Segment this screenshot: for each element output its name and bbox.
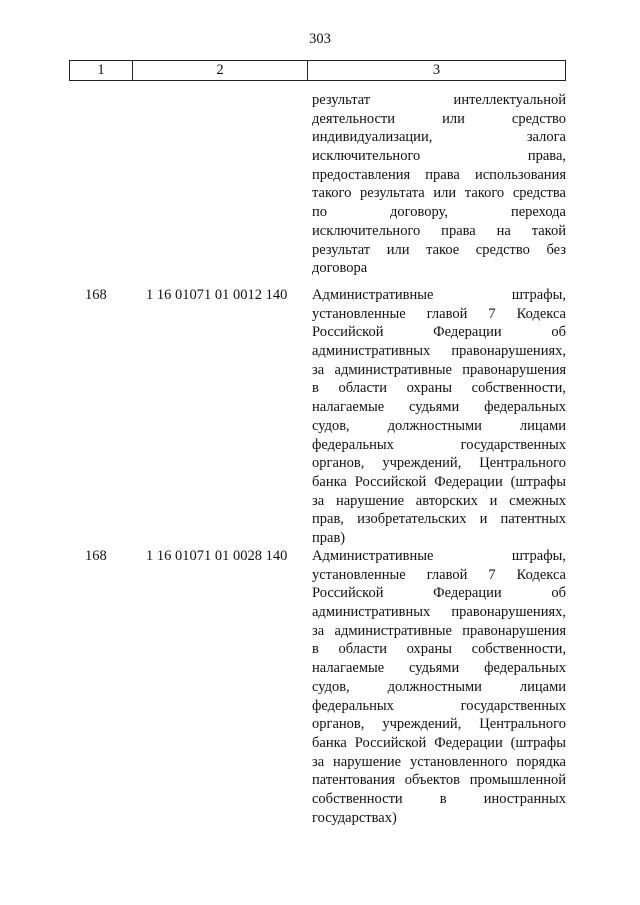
description-line: федеральных государственных: [312, 697, 566, 714]
header-col-1: 1: [70, 61, 133, 80]
description-line: индивидуализации, залога: [312, 129, 566, 146]
description-line: установленные главой 7 Кодекса: [312, 566, 566, 583]
description-line: административных правонарушениях,: [312, 604, 566, 621]
description-line: собственности в иностранных: [312, 790, 566, 807]
description-line: предоставления права использования: [312, 166, 566, 183]
description-line: Российской Федерации об: [312, 585, 566, 602]
description-line: органов, учреждений, Центрального: [312, 716, 566, 733]
description-line: налагаемые судьями федеральных: [312, 399, 566, 416]
description-line: прав): [312, 529, 346, 546]
description-line: Российской Федерации об: [312, 324, 566, 341]
description-line: органов, учреждений, Центрального: [312, 455, 566, 472]
description-line: налагаемые судьями федеральных: [312, 660, 566, 677]
header-col-3: 3: [432, 62, 441, 78]
description-line: Административные штрафы,: [312, 287, 566, 303]
description-line: за административные правонарушения: [312, 361, 566, 378]
row-2-kbk-code: 1 16 01071 01 0028 140: [146, 548, 288, 564]
row-1-admin-code: 168: [85, 287, 107, 303]
description-line: патентования объектов промышленной: [312, 772, 566, 789]
description-line: банка Российской Федерации (штрафы: [312, 473, 566, 490]
description-line: Административные штрафы,: [312, 548, 566, 564]
description-line: результат интеллектуальной: [312, 92, 566, 108]
description-line: деятельности или средство: [312, 110, 566, 127]
description-line: такого результата или такого средства: [312, 185, 566, 202]
table-header-row: [69, 60, 566, 81]
description-line: по договору, перехода: [312, 204, 566, 221]
row-1-description: [312, 286, 566, 548]
description-line: за нарушение авторских и смежных: [312, 492, 566, 509]
description-line: федеральных государственных: [312, 436, 566, 453]
header-col-2: 2: [133, 61, 308, 80]
page-number: 303: [309, 31, 331, 47]
description-line: государствах): [312, 809, 397, 826]
description-line: исключительного права на такой: [312, 222, 566, 239]
description-line: исключительного права,: [312, 148, 566, 165]
description-line: судов, должностными лицами: [312, 417, 566, 434]
description-line: за административные правонарушения: [312, 622, 566, 639]
row-2-description: [312, 547, 566, 827]
row-2-admin-code: 168: [85, 548, 107, 564]
row-1-kbk-code: 1 16 01071 01 0012 140: [146, 287, 288, 303]
description-line: результат или такое средство без: [312, 241, 566, 258]
description-line: в области охраны собственности,: [312, 380, 566, 397]
description-line: прав, изобретательских и патентных: [312, 511, 566, 528]
description-line: административных правонарушениях,: [312, 343, 566, 360]
description-line: в области охраны собственности,: [312, 641, 566, 658]
continuation-description: [312, 91, 566, 278]
description-line: судов, должностными лицами: [312, 678, 566, 695]
description-line: договора: [312, 260, 368, 277]
description-line: банка Российской Федерации (штрафы: [312, 734, 566, 751]
description-line: установленные главой 7 Кодекса: [312, 305, 566, 322]
description-line: за нарушение установленного порядка: [312, 753, 566, 770]
